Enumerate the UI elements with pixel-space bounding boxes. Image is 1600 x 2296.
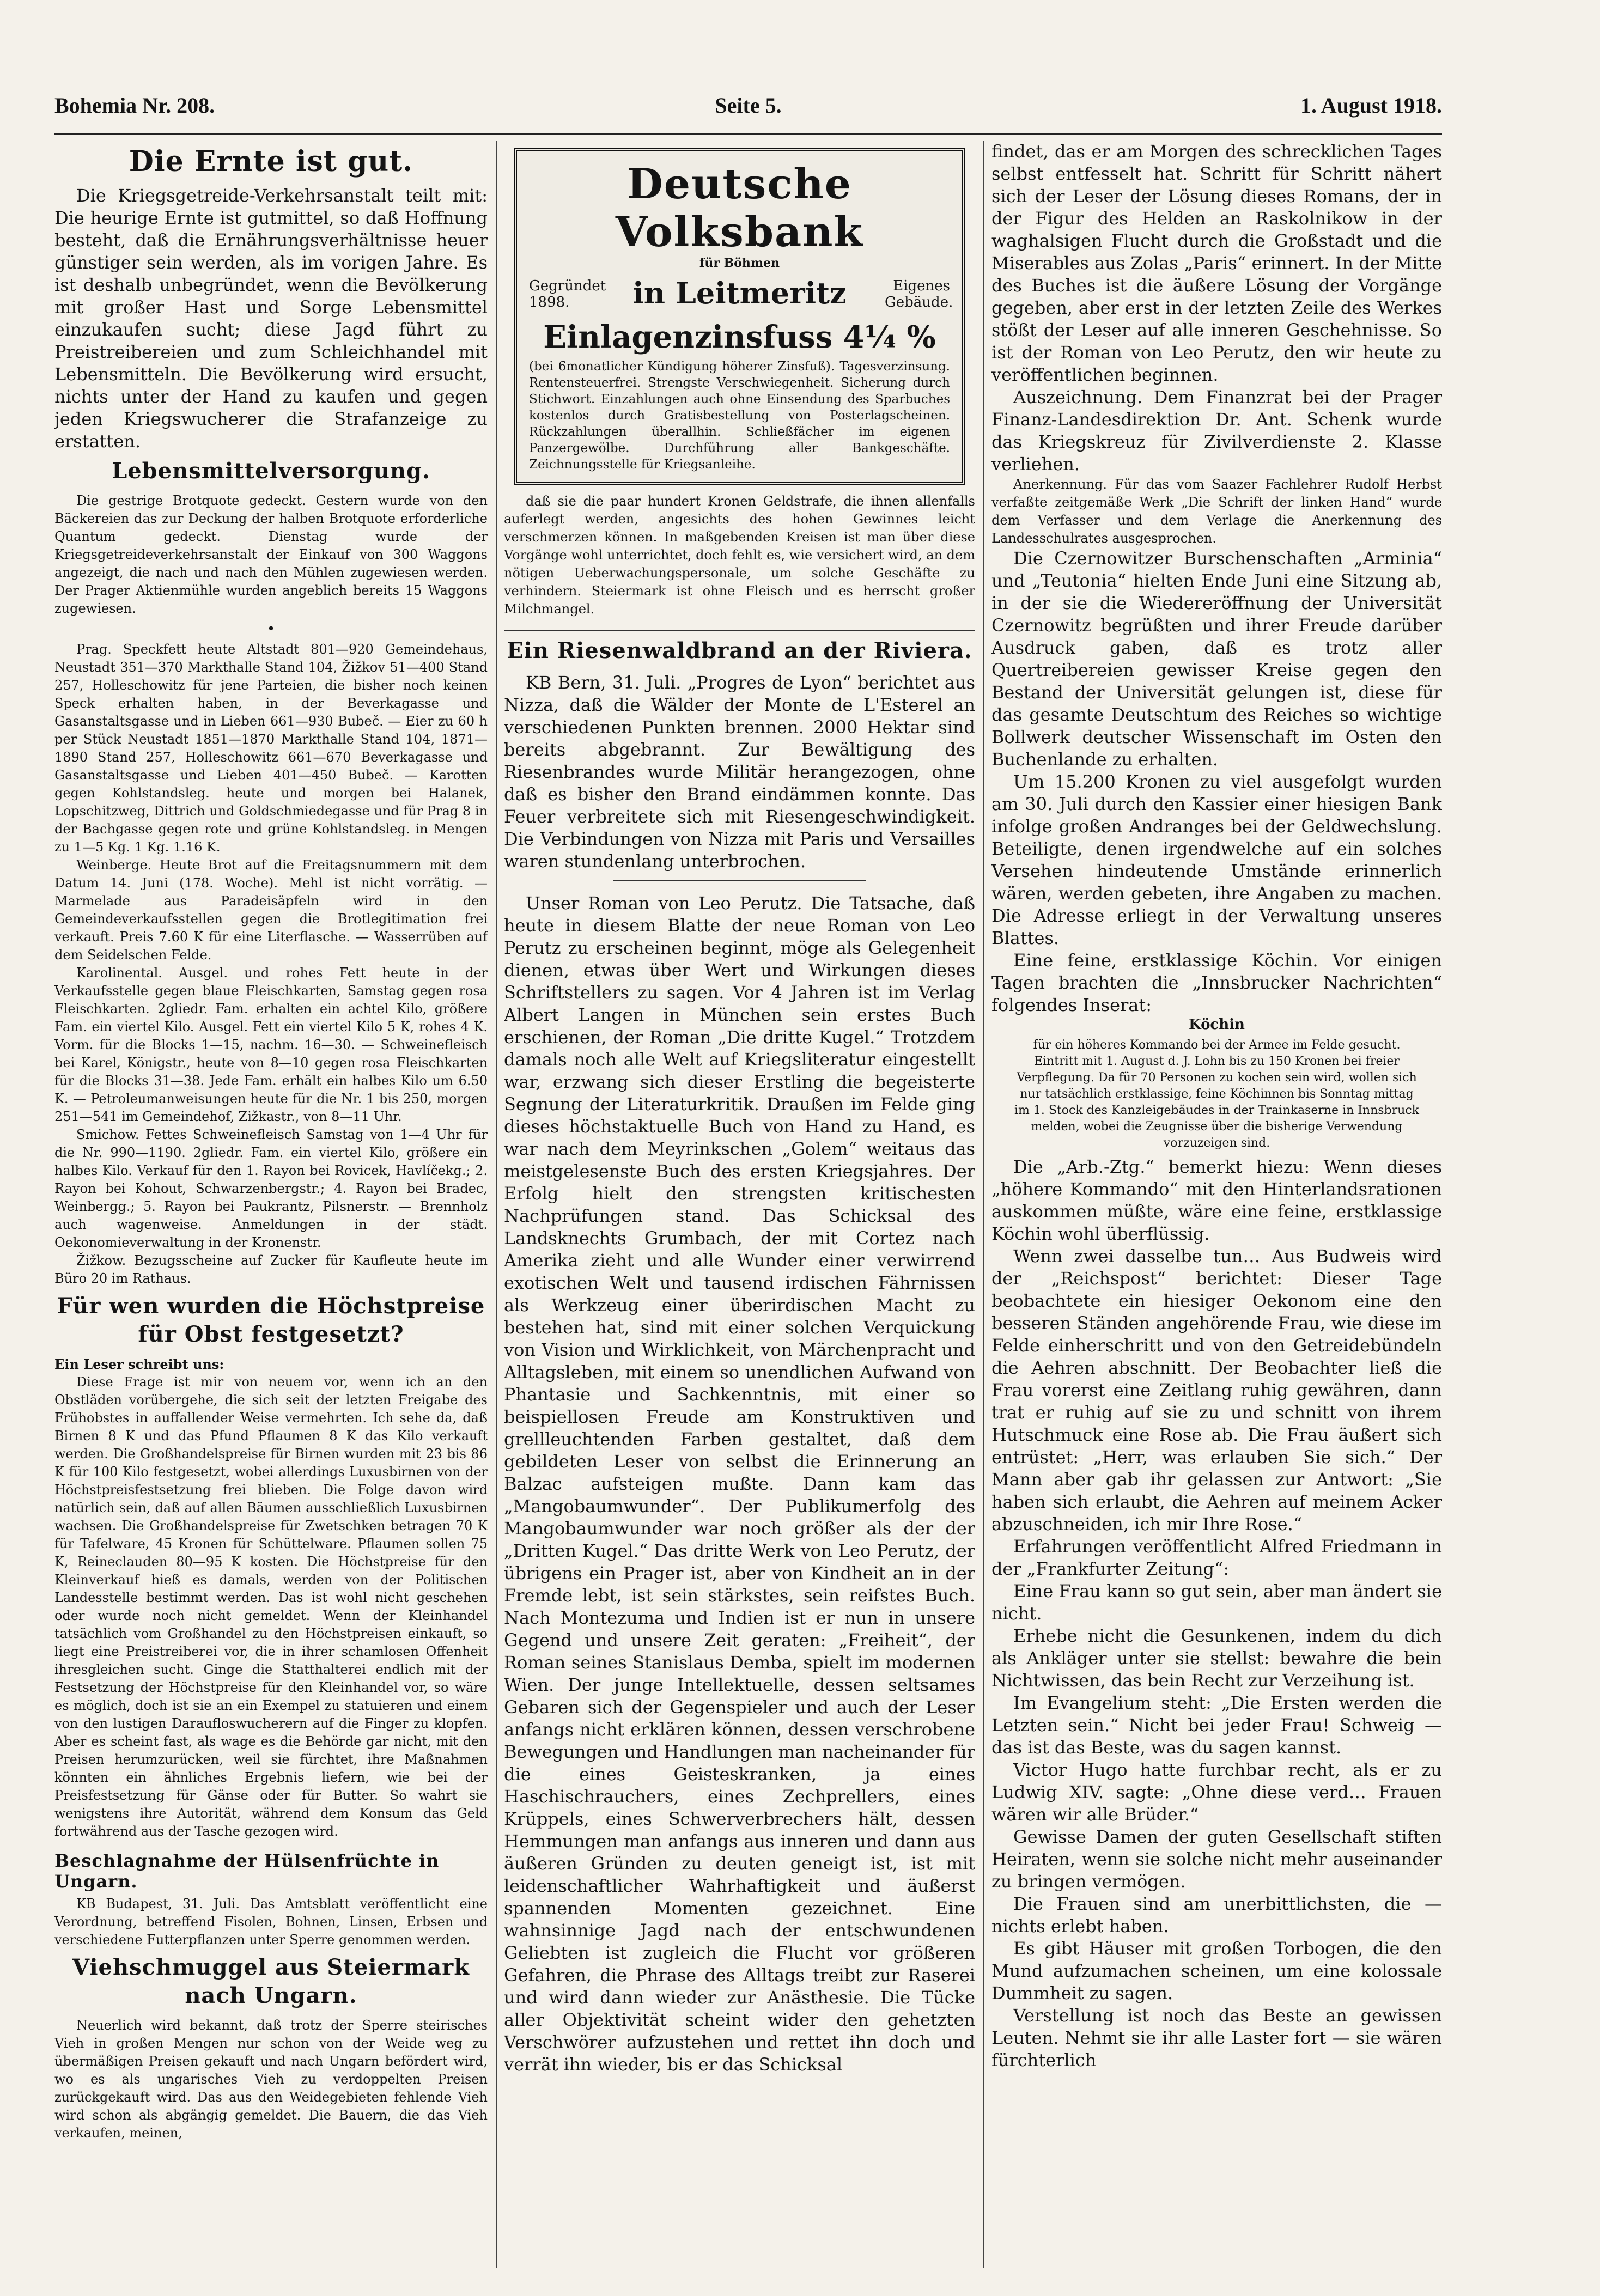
article-paragraph: Prag. Speckfett heute Altstadt 801—920 Gemeindehaus, Neustadt 351—370 Markthalle Stand 104, Žižkov 51—400 Stand 257, Holleschowitz für jene Parteien, die bisher noch keinen Speck erhalten haben, in der Beverkagasse und Gasanstaltsgasse und in Lieben 661—930 Bubeč. — Eier zu 60 h per Stück Neustadt 1851—1870 Markthalle Stand 104, 1871—1890 Stand 257, Holleschowitz 661—670 Beverkagasse und Gasanstaltsgasse und Lieben 401—450 Bubeč. — Karotten gegen Kohlstandsleg. heute und morgen bei Halanek, Lopschitzweg, Dittrich und Goldschmiedegasse und für Prag 8 in der Bachgasse gegen rote und grüne Kohlstandsleg. in Mengen zu 1—5 Kg. 1 Kg. 1.16 K. [54, 642, 488, 855]
article-title: Ein Riesenwaldbrand an der Riviera. [504, 630, 975, 665]
bank-advertisement [514, 148, 965, 485]
article-paragraph: Žižkow. Bezugsscheine auf Zucker für Kaufleute heute im Büro 20 im Rathaus. [54, 1253, 488, 1286]
ad-building: Eigenes Gebäude. [885, 278, 953, 310]
article-paragraph: Diese Frage ist mir von neuem vor, wenn ich an den Obstläden vorübergehe, die sich seit der letzten Freigabe des Frühobstes in auffallender Weise vermehrten. Ich sehe da, daß Birnen 8 K und das Pfund Pflaumen 8 K das Kilo verkauft werden. Die Großhandelspreise für Birnen wurden mit 23 bis 86 K für 100 Kilo festgesetzt, wobei allerdings Luxusbirnen von der Höchstpreisfestsetzung frei blieben. Die Folge davon wird natürlich sein, daß auf allen Bäumen ausschließlich Luxusbirnen wachsen. Die Großhandelspreise für Zwetschken betragen 70 K für Tafelware, 45 Kronen für Schüttelware. Pflaumen sollen 75 K, Reineclauden 80—95 K kosten. Die Höchstpreise für den Kleinverkauf hieß es damals, werden von der Politischen Landesstelle bestimmt werden. Das ist wohl nicht geschehen oder wurde noch nicht gemeldet. Wenn der Kleinhandel tatsächlich vom Großhandel zu den Höchstpreisen einkauft, so liegt eine Preistreiberei vor, die in ihrer schamlosen Offenheit ihresgleichen sucht. Ginge die Statthalterei endlich mit der Festsetzung der Höchstpreise für den Kleinhandel vor, so wäre es möglich, doch ist sie an ein Exempel zu statuieren und einem von den lustigen Daraufloswucherern auf die Finger zu klopfen. Aber es scheint fast, als wage es die Behörde gar nicht, mit den Preisen herumzurücken, weil sie fürchtet, ihre Maßnahmen könnten ein ähnliches Ergebnis liefern, wie bei der Preisfestsetzung für Gänse oder für Butter. So wahrt sie wenigstens ihre Autorität, während dem Konsum das Geld fortwährend aus der Tasche gezogen wird. [54, 1374, 488, 1839]
article-paragraph: Die „Arb.-Ztg.“ bemerkt hiezu: Wenn dieses „höhere Kommando“ mit den Hinterlandsrationen auskommen müßte, wäre eine feine, erstklassige Köchin wohl überflüssig. [991, 1156, 1442, 1244]
article-paragraph: Die gestrige Brotquote gedeckt. Gestern wurde von den Bäckereien das zur Deckung der halben Brotquote erforderliche Quantum gedeckt. Dienstag wurde der Kriegsgetreideverkehrsanstalt der Einkauf von 300 Waggons angezeigt, die nach und nach den Mühlen zugewiesen werden. Der Prager Aktienmühle wurden angeblich bereits 15 Waggons zugewiesen. [54, 493, 488, 616]
column-divider [496, 141, 497, 2268]
article-paragraph: Die Kriegsgetreide-Verkehrsanstalt teilt mit: Die heurige Ernte ist gutmittel, so daß Hoffnung besteht, daß die Ernährungsverhältnisse heuer günstiger sein werden, als im vorigen Jahre. Es ist deshalb unbegründet, wenn die Bevölkerung mit großer Hast und Sorge Lebensmittel einzukaufen sucht; diese Jagd führt zu Preistreibereien und zum Schleichhandel mit Lebensmitteln. Die Bevölkerung wird ersucht, nichts unter der Hand zu kaufen und gegen jeden Kriegswucherer die Strafanzeige zu erstatten. [54, 185, 488, 452]
issue-number: Bohemia Nr. 208. [54, 93, 215, 118]
article-paragraph: Auszeichnung. Dem Finanzrat bei der Prager Finanz-Landesdirektion Dr. Ant. Schenk wurde das Kriegskreuz für Zivilverdienste 2. Klasse verliehen. [991, 387, 1442, 474]
quoted-ad-title: Köchin [1189, 1016, 1245, 1033]
ad-title: Deutsche Volksbank [615, 160, 864, 256]
column-2 [504, 141, 975, 2268]
article-paragraph: KB Bern, 31. Juli. „Progres de Lyon“ berichtet aus Nizza, daß die Wälder der Monte de L'Esterel an verschiedenen Punkten brennen. 2000 Hektar sind bereits abgebrannt. Zur Bewältigung des Riesenbrandes wurde Militär herangezogen, ohne daß es bisher den Brand eindämmen konnte. Das Feuer verbreitete sich mit Riesengeschwindigkeit. Die Verbindungen von Nizza mit Paris und Versailles waren stundenlang unterbrochen. [504, 672, 975, 872]
page-number: Seite 5. [715, 93, 782, 118]
column-1 [54, 141, 488, 2268]
article-paragraph: Erhebe nicht die Gesunkenen, indem du dich als Ankläger unter sie stellst: bewahre die bein Nichtwissen, das bein Recht zur Verzeihung ist. [991, 1625, 1442, 1691]
article-paragraph: daß sie die paar hundert Kronen Geldstrafe, die ihnen allenfalls auferlegt werden, angesichts des hohen Gewinnes leicht verschmerzen können. In maßgebenden Kreisen ist man über diese Vorgänge wohl unterrichtet, doch fehlt es, wie versichert wird, an dem nötigen Ueberwachungspersonale, um solche Geschäfte zu verhindern. Steiermark ist ohne Fleisch und es herrscht großer Milchmangel. [504, 494, 975, 617]
article-paragraph: Die Czernowitzer Burschenschaften „Arminia“ und „Teutonia“ hielten Ende Juni eine Sitzung ab, in der sie die Wiedereröffnung der Universität Czernowitz begrüßten und ihrer Freude darüber Ausdruck gaben, daß es trotz aller Quertreibereien gewisser Kreise gegen den Bestand der Universität gelungen ist, diese für das gesamte Deutschtum des Reiches so wichtige Bollwerk deutscher Wissenschaft im Osten den Buchenlande zu erhalten. [991, 548, 1442, 770]
article-paragraph: Es gibt Häuser mit großen Torbogen, die den Mund aufzumachen scheinen, um eine kolossale Dummheit zu sagen. [991, 1938, 1442, 2003]
ad-body: (bei 6monatlicher Kündigung höherer Zinsfuß). Tagesverzinsung. Rentensteuerfrei. Strengste Verschwiegenheit. Sicherung durch Stichwort. Einzahlungen auch ohne Einsendung des Sparbuches kostenlos durch Gratisbestellung von Posterlagscheinen. Rückzahlungen überallhin. Schließfächer im eigenen Panzergewölbe. Durchführung aller Bankgeschäfte. Zeichnungsstelle für Kriegsanleihe. [529, 360, 950, 472]
ad-interest-rate: Einlagenzinsfuss 4¼ % [543, 319, 936, 355]
ad-info-row [529, 273, 953, 317]
separator-dot: • [266, 621, 276, 637]
article-paragraph: Smichow. Fettes Schweinefleisch Samstag von 1—4 Uhr für die Nr. 990—1190. 2gliedr. Fam. ein viertel Kilo, größere ein halbes Kilo. Verkauf für den 1. Rayon bei Rovicek, Havlíčekg.; 2. Rayon bei Kohout, Schwarzenbergstr.; 4. Rayon bei Bradec, Weinbergg.; 5. Rayon bei Paukrantz, Pilsnerstr. — Brennholz auch wagenweise. Anmeldungen in der städt. Oekonomieverwaltung in der Kronenstr. [54, 1127, 488, 1250]
section-title: Lebensmittelversorgung. [112, 458, 430, 484]
article-paragraph: Die Frauen sind am unerbittlichsten, die — nichts erlebt haben. [991, 1893, 1442, 1936]
article-paragraph: Anerkennung. Für das vom Saazer Fachlehrer Rudolf Herbst verfaßte zeitgemäße Werk „Die Schrift der linken Hand“ wurde dem Verfasser und dem Verlage die Anerkennung des Landesschulrates ausgesprochen. [991, 477, 1442, 546]
quoted-ad-body: für ein höheres Kommando bei der Armee im Felde gesucht. Eintritt mit 1. August d. J. Lohn bis zu 150 Kronen bei freier Verpflegung. Da für 70 Personen zu kochen sein wird, wollen sich nur tatsächlich erstklassige, feine Köchinnen bis Sonntag mittag im 1. Stock des Kanzleigebäudes in der Trainkaserne in Innsbruck melden, wobei die Zeugnisse über die bisherige Verwendung vorzuzeigen sind. [1014, 1038, 1420, 1150]
article-paragraph: Eine feine, erstklassige Köchin. Vor einigen Tagen brachten die „Innsbrucker Nachrichten“ folgendes Inserat: [991, 950, 1442, 1015]
article-paragraph: Victor Hugo hatte furchbar recht, als er zu Ludwig XIV. sagte: „Ohne diese verd… Frauen wären wir alle Brüder.“ [991, 1759, 1442, 1825]
page-header [54, 93, 1442, 136]
header-rule [54, 133, 1442, 135]
article-paragraph: KB Budapest, 31. Juli. Das Amtsblatt veröffentlicht eine Verordnung, betreffend Fisolen, Bohnen, Linsen, Erbsen und verschiedene Futterpflanzen unter Sperre genommen werden. [54, 1896, 488, 1947]
article-byline: Ein Leser schreibt uns: [54, 1356, 224, 1372]
article-paragraph: Erfahrungen veröffentlicht Alfred Friedmann in der „Frankfurter Zeitung“: [991, 1536, 1442, 1579]
article-title: Viehschmuggel aus Steiermark nach Ungarn. [72, 1954, 470, 2008]
ad-city: in Leitmeritz [632, 276, 847, 310]
article-paragraph: Neuerlich wird bekannt, daß trotz der Sperre steirisches Vieh in großen Mengen nur schon von der Weide weg zu übermäßigen Preisen gekauft und nach Ungarn befördert wird, wo es als ungarisches Vieh zu verdoppelten Preisen zurückgekauft wird. Das aus den Weidegebieten fehlende Vieh wird schon als abgängig gemeldet. Die Bauern, die das Vieh verkaufen, meinen, [54, 2018, 488, 2141]
ad-founded: Gegründet 1898. [529, 278, 606, 310]
article-title: Beschlagnahme der Hülsenfrüchte in Ungarn. [54, 1850, 440, 1892]
article-paragraph: Unser Roman von Leo Perutz. Die Tatsache, daß heute in diesem Blatte der neue Roman von Leo Perutz zu erscheinen beginnt, möge als Gelegenheit dienen, etwas über Wert und Wirkungen dieses Schriftstellers zu sagen. Vor 4 Jahren ist im Verlag Albert Langen in München sein erstes Buch erschienen, der Roman „Die dritte Kugel.“ Trotzdem damals noch alle Welt auf Kriegsliteratur eingestellt war, erzwang sich dieser Erstling die begeisterte Segnung der Literaturkritik. Draußen im Felde ging dieses höchstaktuelle Buch von Hand zu Hand, es war nach dem Meyrinkschen „Golem“ weitaus das meistgelesenste Buch des ersten Kriegsjahres. Der Erfolg hielt den strengsten kritischesten Nachprüfungen stand. Das Schicksal des Landsknechts Grumbach, der mit Cortez nach Amerika zieht und alle Wunder einer verwirrend exotischen Welt und tausend irdischen Fährnissen als Werkzeug einer überirdischen Macht zu bestehen hat, sind mit einer solchen Verquickung von Vision und Wirklichkeit, von Märchenpracht und Alltagsleben, mit einem so unendlichen Aufwand von Phantasie und Sachkenntnis, mit einer so beispiellosen Freude am Konstruktiven und grellleuchtenden Farben gestaltet, daß dem gebildeten Leser von selbst die Erinnerung an Balzac aufsteigen mußte. Dann kam das „Mangobaumwunder“. Der Publikumerfolg des Mangobaumwunder war noch größer als der der „Dritten Kugel.“ Das dritte Werk von Leo Perutz, der übrigens ein Prager ist, aber von Kindheit an in der Fremde lebt, ist sein stärkstes, sein reifstes Buch. Nach Montezuma und Indien ist er nun in unsere Gegend und unsere Zeit geraten: „Freiheit“, der Roman seines Stanislaus Demba, spielt im modernen Wien. Der junge Intellektuelle, dessen seltsames Gebaren sich der Gegenspieler und auch der Leser anfangs nicht erklären können, dessen verschrobene Bewegungen und Handlungen man nacheinander für die eines Geisteskranken, ja eines Haschischrauchers, eines Zechprellers, eines Krüppels, eines Schwerverbrechers hält, dessen Hemmungen man anfangs aus inneren und dann aus äußeren Gründen zu deuten geneigt ist, ist mit leidenschaftlicher Wahrhaftigkeit und äußerst spannenden Momenten gezeichnet. Eine wahnsinnige Jagd nach der entschwundenen Geliebten ist zugleich die Flucht vor größeren Gefahren, die Phrase des Alltags treibt zur Raserei und wird dann wieder zur Anästhesie. Die Tücke aller Objektivität scheint wider den gehetzten Verschwörer aufzustehen und rettet ihn doch und verrät ihn wieder, bis er das Schicksal [504, 893, 975, 2075]
article-paragraph: Verstellung ist noch das Beste an gewissen Leuten. Nehmt sie ihr alle Laster fort — sie wären fürchterlich [991, 2005, 1442, 2070]
article-paragraph: Im Evangelium steht: „Die Ersten werden die Letzten sein.“ Nicht bei jeder Frau! Schweig — das ist das Beste, was du sagen kannst. [991, 1692, 1442, 1758]
article-paragraph: Wenn zwei dasselbe tun… Aus Budweis wird der „Reichspost“ berichtet: Dieser Tage beobachtete ein hiesiger Oekonom eine den besseren Ständen angehörende Frau, wie diese im Felde einherschritt und von den Getreidebündeln die Aehren abschnitt. Der Beobachter ließ die Frau vorerst eine Zeitlang ruhig gewähren, dann trat er ruhig auf sie zu und schnitt von ihrem Hutschmuck eine Rose ab. Die Frau äußert sich entrüstet: „Herr, was erlauben Sie sich.“ Der Mann aber gab ihr gelassen zur Antwort: „Sie haben sich erlaubt, die Aehren auf meinem Acker abzuschneiden, ich mir Ihre Rose.“ [991, 1246, 1442, 1534]
article-paragraph: Um 15.200 Kronen zu viel ausgefolgt wurden am 30. Juli durch den Kassier einer hiesigen Bank infolge großen Andranges bei der Geldwechslung. Beteiligte, denen irgendwelche auf ein solches Versehen hindeutende Umstände erinnerlich wären, werden gebeten, ihre Angaben zu machen. Die Adresse erliegt in der Verwaltung unseres Blattes. [991, 771, 1442, 948]
article-title: Die Ernte ist gut. [129, 145, 413, 178]
issue-date: 1. August 1918. [1300, 93, 1442, 118]
ad-subtitle: für Böhmen [699, 256, 780, 270]
column-divider [983, 141, 984, 2268]
article-paragraph: Eine Frau kann so gut sein, aber man ändert sie nicht. [991, 1581, 1442, 1624]
column-3 [991, 141, 1442, 2268]
article-paragraph: Gewisse Damen der guten Gesellschaft stiften Heiraten, wenn sie solche nicht mehr auseinander zu bringen vermögen. [991, 1826, 1442, 1892]
article-paragraph: Weinberge. Heute Brot auf die Freitagsnummern mit dem Datum 14. Juni (178. Woche). Mehl ist nicht vorrätig. — Marmelade aus Paradeisäpfeln wird in den Gemeindeverkaufsstellen gegen die Brotlegitimation frei verkauft. Preis 7.60 K für eine Literflasche. — Wasserrüben auf dem Seidelschen Felde. [54, 857, 488, 963]
article-title: Für wen wurden die Höchstpreise für Obst festgesetzt? [57, 1293, 485, 1347]
article-paragraph: findet, das er am Morgen des schrecklichen Tages selbst entfesselt hat. Schritt für Schritt nähert sich der Leser der Lösung dieses Romans, der in der Figur des Helden an Raskolnikow in der waghalsigen Flucht durch die Großstadt und die Miserables aus Zolas „Paris“ erinnert. In der Mitte des Buches ist die äußere Lösung der Vorgänge gegeben, aber erst in der letzten Zeile des Werkes stößt der Leser auf alle inneren Geschehnisse. So ist der Roman von Leo Perutz, den wir heute zu veröffentlichen beginnen. [991, 141, 1442, 385]
article-paragraph: Karolinental. Ausgel. und rohes Fett heute in der Verkaufsstelle gegen blaue Fleischkarten, Samstag gegen rosa Fleischkarten. 2gliedr. Fam. erhalten ein achtel Kilo, größere Fam. ein viertel Kilo. Ausgel. Fett ein viertel Kilo 5 K, rohes 4 K. Vorm. für die Blocks 1—15, nachm. 16—30. — Schweinefleisch bei Karel, Königstr., heute von 8—10 gegen rosa Fleischkarten für die Blocks 31—38. Jede Fam. erhält ein halbes Kilo um 6.50 K. — Petroleumanweisungen heute für die Nr. 1 bis 250, morgen 251—541 im Gemeindehof, Zižkastr., von 8—11 Uhr. [54, 965, 488, 1124]
